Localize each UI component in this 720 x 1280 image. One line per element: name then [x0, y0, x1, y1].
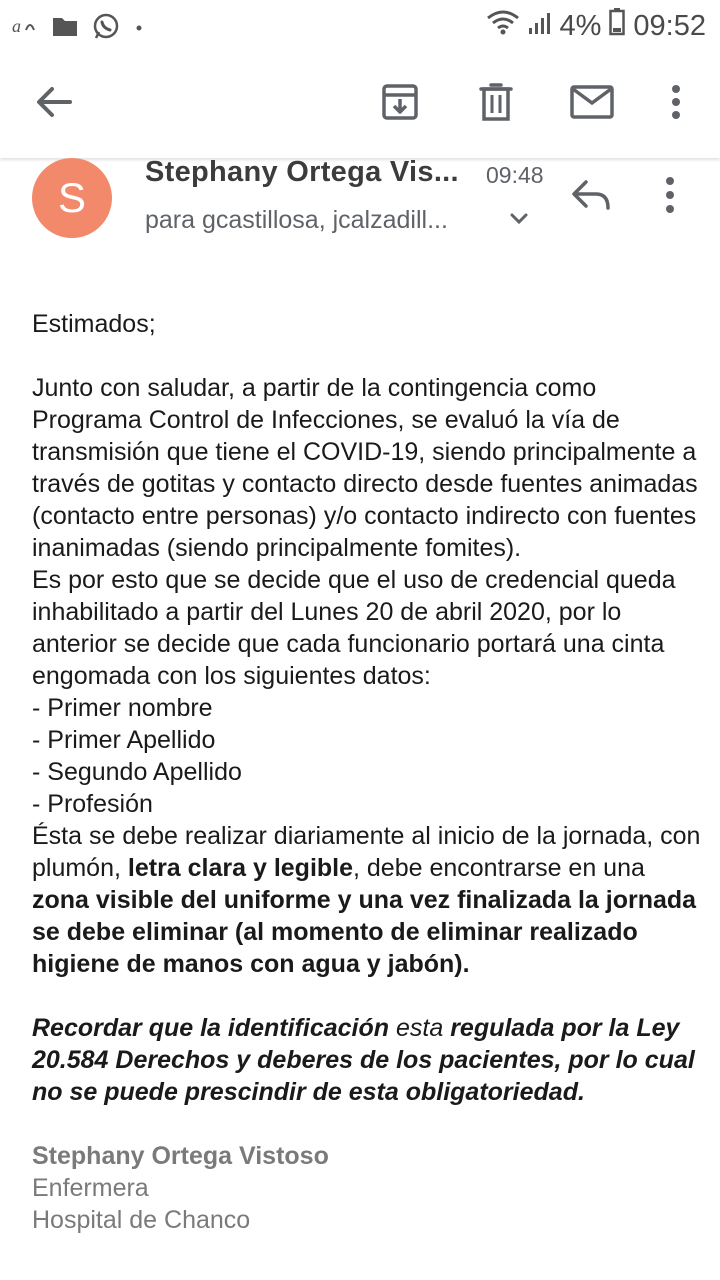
signature: [32, 1140, 702, 1236]
ab-icon: [12, 16, 38, 41]
paragraph: [32, 1012, 702, 1108]
paragraph: [32, 820, 702, 980]
signature-name: Stephany Ortega Vistoso: [32, 1142, 329, 1170]
archive-icon[interactable]: [376, 78, 424, 126]
italic-run: esta: [389, 1014, 451, 1042]
bold-run: letra clara y legible: [127, 854, 354, 882]
dot-icon: [134, 20, 144, 38]
more-vert-icon[interactable]: [652, 78, 700, 126]
app-toolbar: [0, 50, 720, 158]
mark-unread-icon[interactable]: [568, 78, 616, 126]
list-item: - Profesión: [32, 790, 153, 818]
email-time: 09:48: [486, 162, 544, 188]
list-item: - Segundo Apellido: [32, 758, 242, 786]
battery-icon: [609, 8, 625, 44]
recipients[interactable]: para gcastillosa, jcalzadill...: [145, 206, 448, 234]
battery-percent: 4%: [559, 9, 602, 42]
greeting: Estimados;: [32, 310, 156, 338]
list-item: - Primer nombre: [32, 694, 213, 722]
status-bar: [0, 0, 720, 50]
text-run: , debe encontrarse en una: [353, 854, 645, 882]
chevron-down-icon[interactable]: [508, 208, 530, 235]
signature-org: Hospital de Chanco: [32, 1206, 251, 1234]
reply-icon[interactable]: [570, 178, 612, 219]
sender-avatar[interactable]: S: [32, 158, 112, 238]
folder-icon: [52, 15, 78, 42]
text-run: Ésta se debe realizar diariamente al inicio de la jornada, con plumón,: [32, 822, 701, 882]
clock: 09:52: [633, 9, 706, 42]
more-vert-icon[interactable]: [664, 176, 676, 219]
bold-italic-run: regulada por la Ley 20.584 Derechos y deberes de los pacientes, por lo cual no se puede prescindir de esta obligatoriedad.: [32, 1014, 695, 1106]
whatsapp-icon: [92, 12, 120, 45]
delete-icon[interactable]: [472, 78, 520, 126]
wifi-icon: [486, 9, 520, 43]
back-arrow-icon[interactable]: [30, 78, 78, 126]
email-body: [32, 308, 702, 1236]
signature-role: Enfermera: [32, 1174, 149, 1202]
bold-run: zona visible del uniforme y una vez finalizada la jornada se debe eliminar (al momento de eliminar realizado higiene de manos con agua y jabón).: [32, 886, 697, 978]
signal-icon: [528, 10, 552, 43]
svg-text:a: a: [12, 16, 21, 36]
sender-name[interactable]: Stephany Ortega Vis...: [145, 156, 459, 188]
bold-italic-run: Recordar que la identificación: [32, 1014, 390, 1042]
list-item: - Primer Apellido: [32, 726, 216, 754]
paragraph: Junto con saludar, a partir de la contingencia como Programa Control de Infecciones, se evaluó la vía de transmisión que tiene el COVID-19, siendo principalmente a través de gotitas y contacto directo desde fuentes animadas (contacto entre personas) y/o contacto indirecto con fuentes inanimadas (siendo principalmente fomites).: [32, 374, 698, 562]
paragraph: Es por esto que se decide que el uso de credencial queda inhabilitado a partir del Lunes 20 de abril 2020, por lo anterior se decide que cada funcionario portará una cinta engomada con los siguientes datos:: [32, 566, 676, 690]
